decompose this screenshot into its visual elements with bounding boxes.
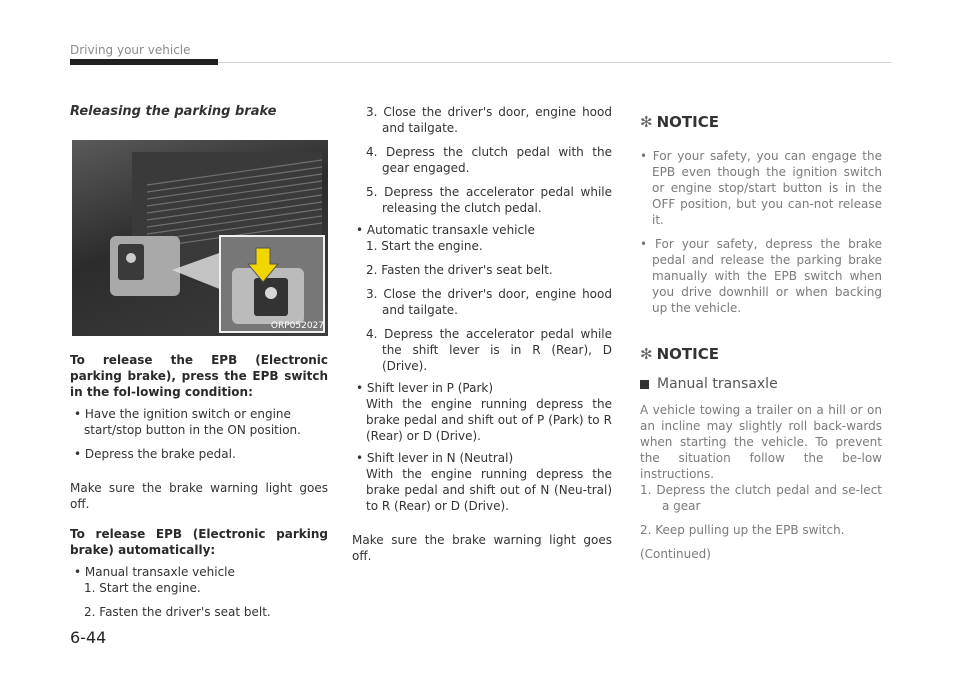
notice-asterisk-icon: ✻ (640, 113, 653, 131)
auto-step-2: 2. Fasten the driver's seat belt. (366, 263, 553, 277)
auto-step-3: 3. Close the driver's door, engine hood and tailgate. (366, 287, 612, 317)
continued-label: (Continued) (640, 547, 711, 561)
section-title: Releasing the parking brake (70, 104, 277, 119)
photo-code: ORP052027 (270, 321, 324, 331)
automatic-transaxle-label: • Automatic transaxle vehicle (356, 223, 535, 237)
header-title: Driving your vehicle (70, 43, 191, 57)
manual-transaxle-label: • Manual transaxle vehicle (74, 565, 235, 579)
warning-light-note-2: Make sure the brake warning light goes off. (352, 533, 612, 563)
header-rule (218, 62, 891, 63)
column-middle (352, 104, 612, 564)
condition-bullet-brake: • Depress the brake pedal. (74, 447, 236, 461)
neutral-label: • Shift lever in N (Neutral) (356, 451, 514, 465)
notice-1-title-text: NOTICE (656, 113, 719, 131)
epb-switch-illustration (72, 140, 328, 336)
manual-transaxle-subheading-text: Manual transaxle (657, 376, 778, 392)
neutral-text: With the engine running depress the brake pedal and shift out of N (Neu-tral) to R (Rear) or D (Drive). (366, 467, 612, 513)
condition-bullet-ignition: • Have the ignition switch or engine start/stop button in the ON position. (74, 407, 301, 437)
notice-2-title (640, 346, 882, 362)
manual-step-5: 5. Depress the accelerator pedal while releasing the clutch pedal. (366, 185, 612, 215)
notice-2-step-2: 2. Keep pulling up the EPB switch. (640, 523, 845, 537)
manual-step-2: 2. Fasten the driver's seat belt. (84, 605, 271, 619)
header-bar (70, 59, 218, 65)
notice-1-title (640, 114, 882, 130)
square-bullet-icon (640, 380, 649, 389)
notice-1-bullet-2: • For your safety, depress the brake pedal and release the parking brake manually with the EPB switch when you drive downhill or when backing up the vehicle. (640, 237, 882, 315)
auto-step-1: 1. Start the engine. (366, 239, 483, 253)
manual-step-1: 1. Start the engine. (84, 581, 201, 595)
auto-step-4: 4. Depress the accelerator pedal while the shift lever is in R (Rear), D (Drive). (366, 327, 612, 373)
page-number: 6-44 (70, 628, 107, 647)
auto-release-heading: To release EPB (Electronic parking brake) automatically: (70, 527, 328, 557)
manual-step-3: 3. Close the driver's door, engine hood and tailgate. (366, 105, 612, 135)
manual-step-4: 4. Depress the clutch pedal with the gear engaged. (366, 145, 612, 175)
notice-2-title-text: NOTICE (656, 345, 719, 363)
warning-light-note: Make sure the brake warning light goes off. (70, 481, 328, 511)
notice-asterisk-icon: ✻ (640, 345, 653, 363)
column-right (640, 114, 882, 562)
release-condition-heading: To release the EPB (Electronic parking brake), press the EPB switch in the fol-lowing condition: (70, 353, 328, 399)
notice-1-bullet-1: • For your safety, you can engage the EPB even though the ignition switch or engine stop/start button is in the OFF position, but you can-not release it. (640, 149, 882, 227)
park-label: • Shift lever in P (Park) (356, 381, 494, 395)
epb-switch-photo (72, 140, 328, 336)
column-left (70, 104, 328, 620)
notice-2-step-1: 1. Depress the clutch pedal and se-lect a gear (640, 483, 882, 513)
park-text: With the engine running depress the brake pedal and shift out of P (Park) to R (Rear) or D (Drive). (366, 397, 612, 443)
notice-2-text: A vehicle towing a trailer on a hill or on an incline may slightly roll back-wards when starting the vehicle. To prevent the situation follow the be-low instructions. (640, 403, 882, 481)
manual-transaxle-subheading (640, 376, 882, 392)
